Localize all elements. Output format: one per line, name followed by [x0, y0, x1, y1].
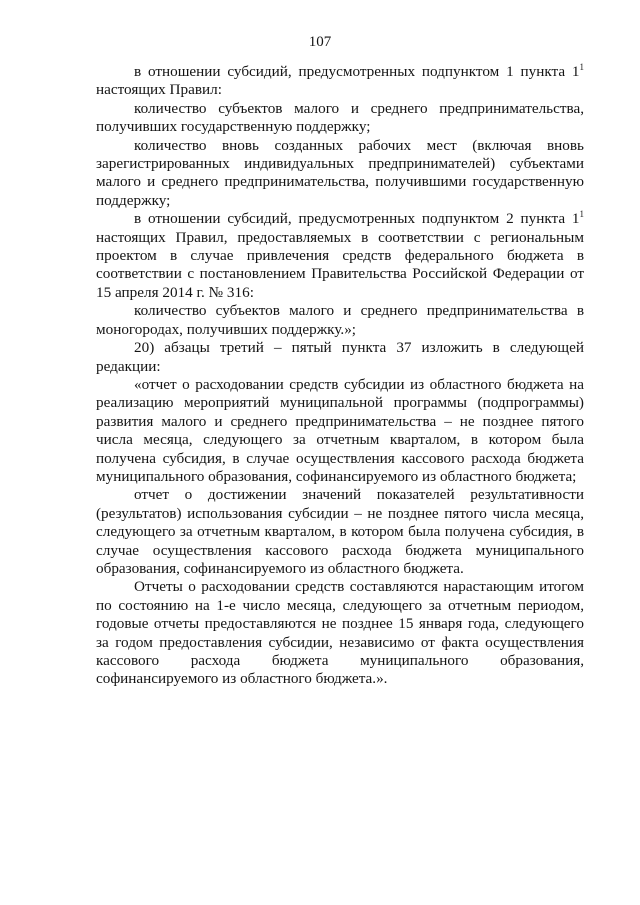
paragraph-tail: настоящих Правил: [96, 81, 222, 99]
paragraph-monotowns-sme-count: количество субъектов малого и среднего предпринимательства в моногородах, получивших поддержку.»; [96, 302, 584, 338]
paragraph-new-jobs-count: количество вновь созданных рабочих мест (включая вновь зарегистрированных индивидуальных предпринимателей) субъектами малого и среднего предпринимательства, получившими государственную поддержку; [96, 136, 584, 209]
paragraph-sme-count: количество субъектов малого и среднего предпринимательства, получивших государственную поддержку; [96, 99, 584, 136]
paragraph-subsidies-subpoint-1 [96, 63, 584, 100]
paragraph-performance-report: отчет о достижении значений показателей результативности (результатов) использования субсидии – не позднее пятого числа месяца, следующего за отчетным кварталом, в котором была получена субсидия, в случае осуществления кассового расхода бюджета муниципального образования, софинансируемого из областного бюджета. [96, 486, 584, 577]
paragraph-tail: настоящих Правил, предоставляемых в соответствии с региональным проектом в случае привлечения средств федерального бюджета в соответствии с постановлением Правительства Российской Федерации от 15 апреля 2014 г. № 316: [96, 228, 584, 301]
paragraph-text: в отношении субсидий, предусмотренных подпунктом 2 пункта 1 [134, 210, 580, 228]
superscript: 1 [579, 209, 584, 220]
paragraph-item-20: 20) абзацы третий – пятый пункта 37 изложить в следующей редакции: [96, 339, 584, 375]
paragraph-reporting-rules: Отчеты о расходовании средств составляются нарастающим итогом по состоянию на 1-е число месяца, следующего за отчетным периодом, годовые отчеты предоставляются не позднее 15 января года, следующего за годом предоставления субсидии, независимо от факта осуществления кассового расхода бюджета муниципального образования, софинансируемого из областного бюджета.». [96, 578, 584, 688]
paragraph-subsidies-subpoint-2 [96, 210, 584, 302]
page-number: 107 [308, 34, 332, 50]
superscript: 1 [579, 62, 584, 72]
paragraph-expenditure-report: «отчет о расходовании средств субсидии из областного бюджета на реализацию мероприятий муниципальной программы (подпрограммы) развития малого и среднего предпринимательства – не позднее пятого числа месяца, следующего за отчетным кварталом, в котором была получена субсидия, в случае осуществления кассового расхода бюджета муниципального образования, софинансируемого из областного бюджета; [96, 375, 584, 485]
paragraph-text: в отношении субсидий, предусмотренных подпунктом 1 пункта 1 [134, 63, 580, 80]
document-body [96, 63, 584, 689]
